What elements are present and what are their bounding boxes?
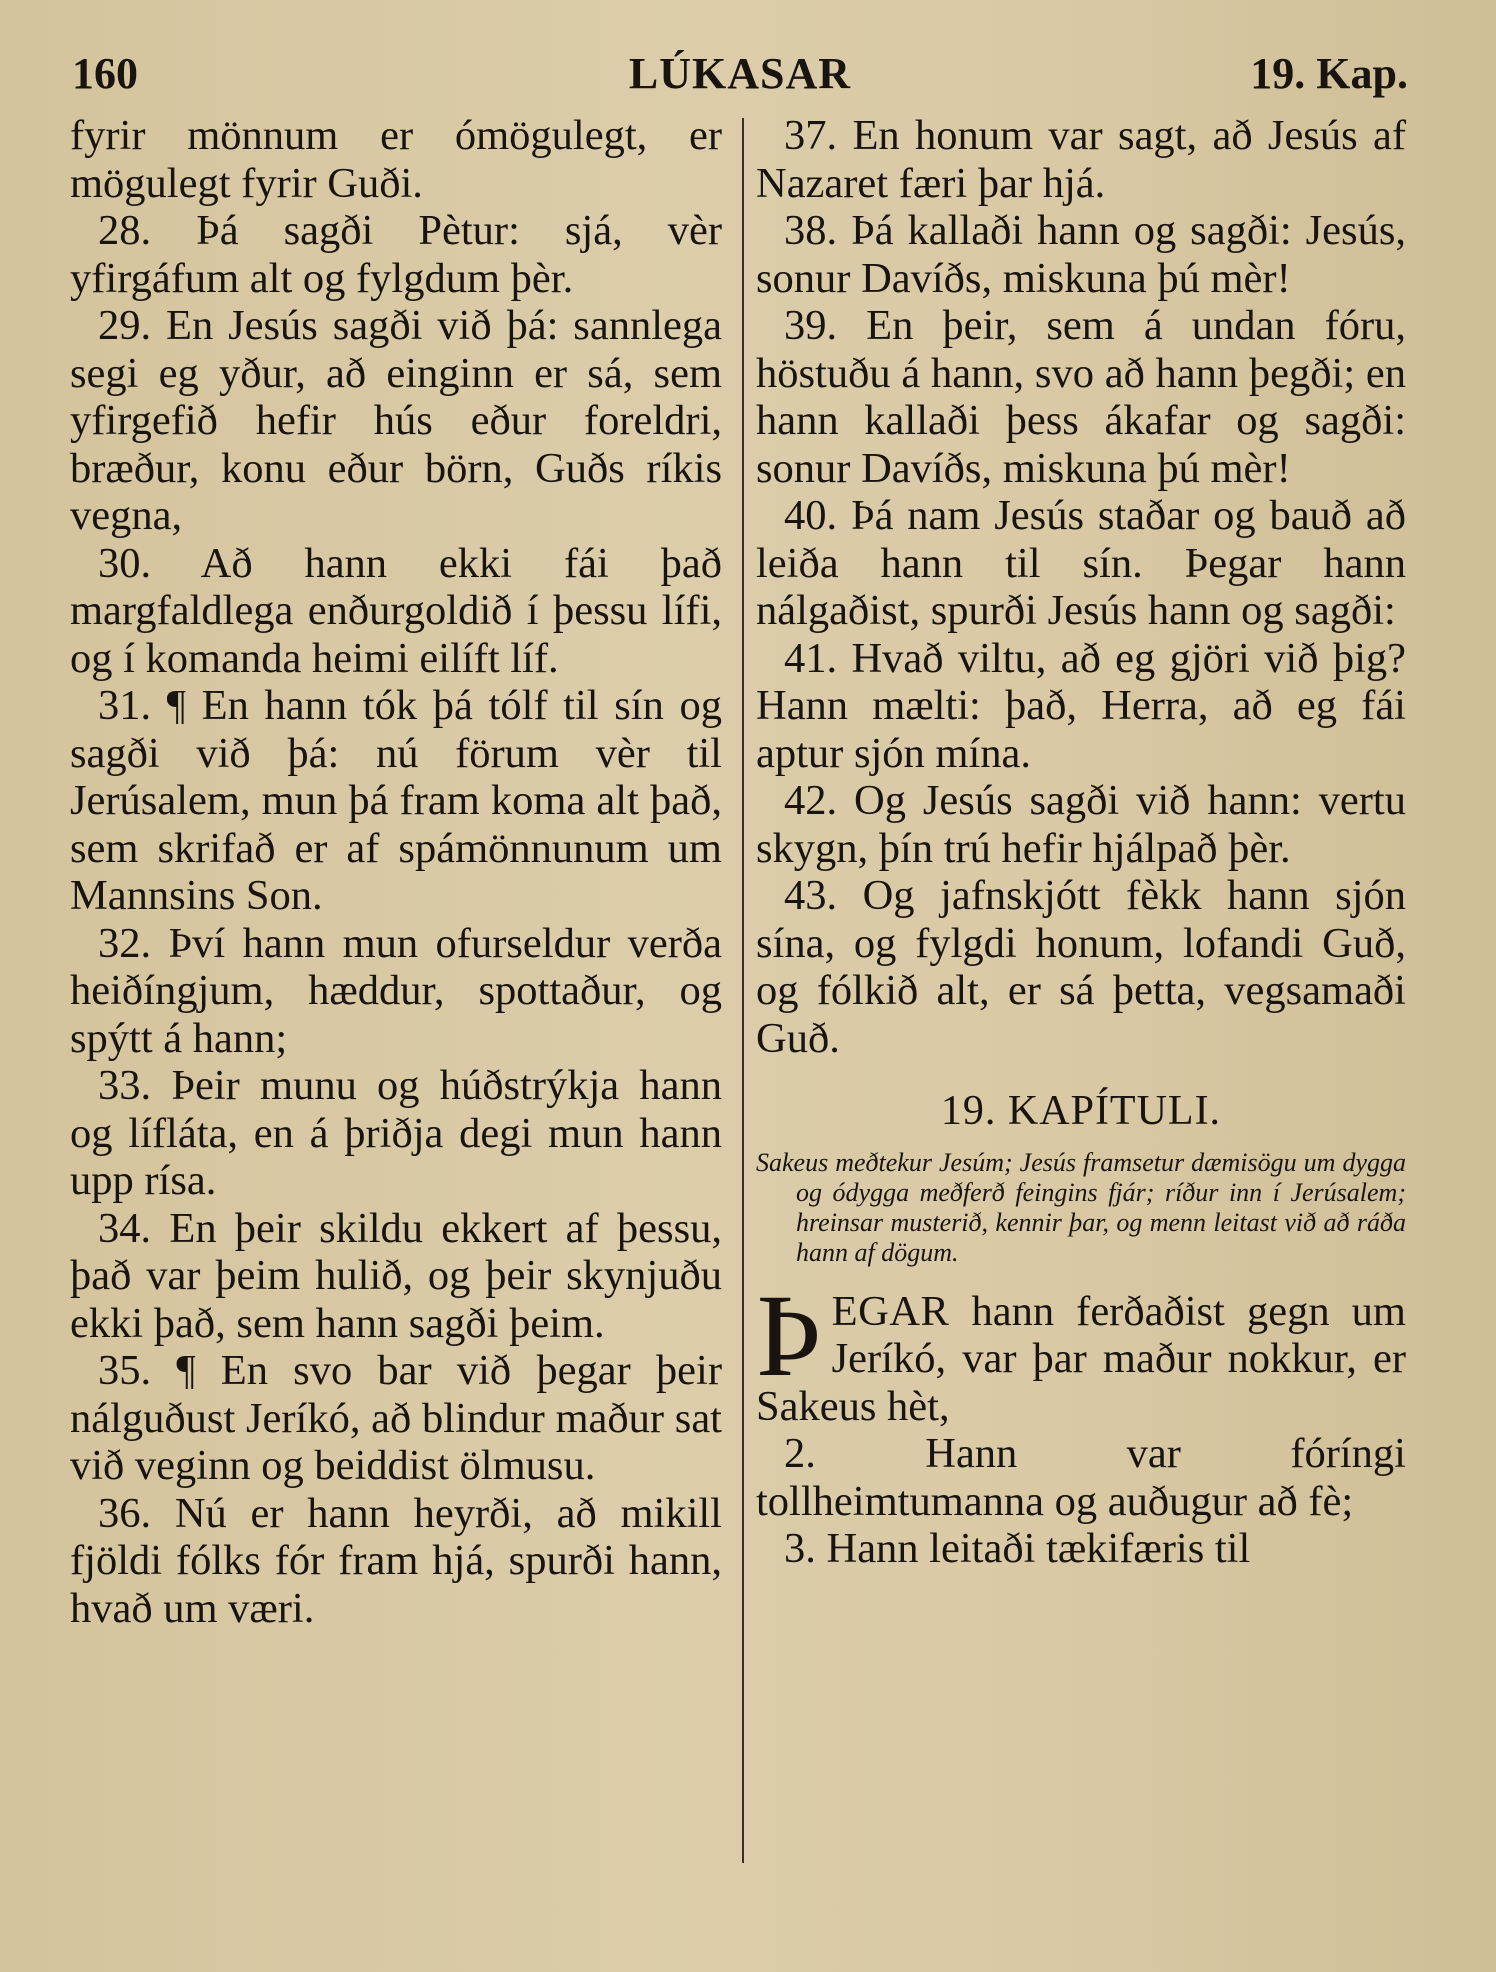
right-column xyxy=(756,112,1406,1573)
verse-paragraph: 3. Hann leitaði tækifæris til xyxy=(784,1525,1251,1572)
opening-text: hann ferðaðist gegn um Jeríkó, var þar maður nokkur, er Sakeus hèt, xyxy=(756,1287,1406,1430)
chapter-opening xyxy=(756,1269,1406,1431)
verse-paragraph: 34. En þeir skildu ekkert af þessu, það var þeim hulið, og þeir skynjuðu ekki það, sem hann sagði þeim. xyxy=(70,1204,722,1347)
chapter-summary: Sakeus meðtekur Jesúm; Jesús framsetur dæmisögu um dygga og ódygga meðferð feingins fjár; ríður inn í Jerúsalem; hreinsar musterið, kennir þar, og menn leitast við að ráða hann af dögum. xyxy=(756,1147,1406,1267)
verse-paragraph: fyrir mönnum er ómögulegt, er mögulegt fyrir Guði. xyxy=(70,112,722,207)
drop-cap: Þ xyxy=(756,1269,822,1401)
verse-paragraph: 35. ¶ En svo bar við þegar þeir nálguðust Jeríkó, að blindur maður sat við veginn og beiddist ölmusu. xyxy=(70,1347,722,1489)
left-column xyxy=(70,112,722,1632)
verse-paragraph: 39. En þeir, sem á undan fóru, höstuðu á hann, svo að hann þegði; en hann kallaði þess ákafar og sagði: sonur Davíðs, miskuna þú mèr! xyxy=(756,302,1406,492)
page-number: 160 xyxy=(72,49,138,98)
verse-paragraph: 28. Þá sagði Pètur: sjá, vèr yfirgáfum alt og fylgdum þèr. xyxy=(70,207,722,302)
book-title: LÚKASAR xyxy=(628,49,852,98)
verse-paragraph: 43. Og jafnskjótt fèkk hann sjón sína, og fylgdi honum, lofandi Guð, og fólkið alt, er sá þetta, vegsamaði Guð. xyxy=(756,872,1406,1062)
verse-paragraph: 31. ¶ En hann tók þá tólf til sín og sagði við þá: nú förum vèr til Jerúsalem, mun þá fram koma alt það, sem skrifað er af spámönnunum um Mannsins Son. xyxy=(70,682,722,919)
verse-paragraph: 33. Þeir munu og húðstrýkja hann og lífláta, en á þriðja degi mun hann upp rísa. xyxy=(70,1062,722,1204)
column-divider xyxy=(742,118,744,1863)
chapter-heading: 19. KAPÍTULI. xyxy=(940,1088,1222,1134)
verse-paragraph: 40. Þá nam Jesús staðar og bauð að leiða hann til sín. Þegar hann nálgaðist, spurði Jesús hann og sagði: xyxy=(756,492,1406,634)
verse-paragraph: 36. Nú er hann heyrði, að mikill fjöldi fólks fór fram hjá, spurði hann, hvað um væri. xyxy=(70,1489,722,1632)
verse-paragraph: 38. Þá kallaði hann og sagði: Jesús, sonur Davíðs, miskuna þú mèr! xyxy=(756,207,1406,302)
verse-paragraph: 41. Hvað viltu, að eg gjöri við þig? Hann mælti: það, Herra, að eg fái aptur sjón mína. xyxy=(756,634,1406,777)
verse-paragraph: 2. Hann var fóríngi tollheimtumanna og auðugur að fè; xyxy=(756,1430,1406,1525)
verse-paragraph: 42. Og Jesús sagði við hann: vertu skygn, þín trú hefir hjálpað þèr. xyxy=(756,777,1406,872)
chapter-reference: 19. Kap. xyxy=(1250,49,1408,98)
verse-paragraph: 32. Því hann mun ofurseldur verða heiðíngjum, hæddur, spottaður, og spýtt á hann; xyxy=(70,919,722,1062)
verse-paragraph: 37. En honum var sagt, að Jesús af Nazaret færi þar hjá. xyxy=(756,112,1406,207)
verse-paragraph: 29. En Jesús sagði við þá: sannlega segi eg yður, að einginn er sá, sem yfirgefið hefir hús eður foreldri, bræður, konu eður börn, Guðs ríkis vegna, xyxy=(70,302,722,539)
verse-paragraph: 30. Að hann ekki fái það margfaldlega enðurgoldið í þessu lífi, og í komanda heimi eilíft líf. xyxy=(70,539,722,682)
running-header xyxy=(72,48,1408,108)
opening-capitals: EGAR xyxy=(831,1287,950,1335)
